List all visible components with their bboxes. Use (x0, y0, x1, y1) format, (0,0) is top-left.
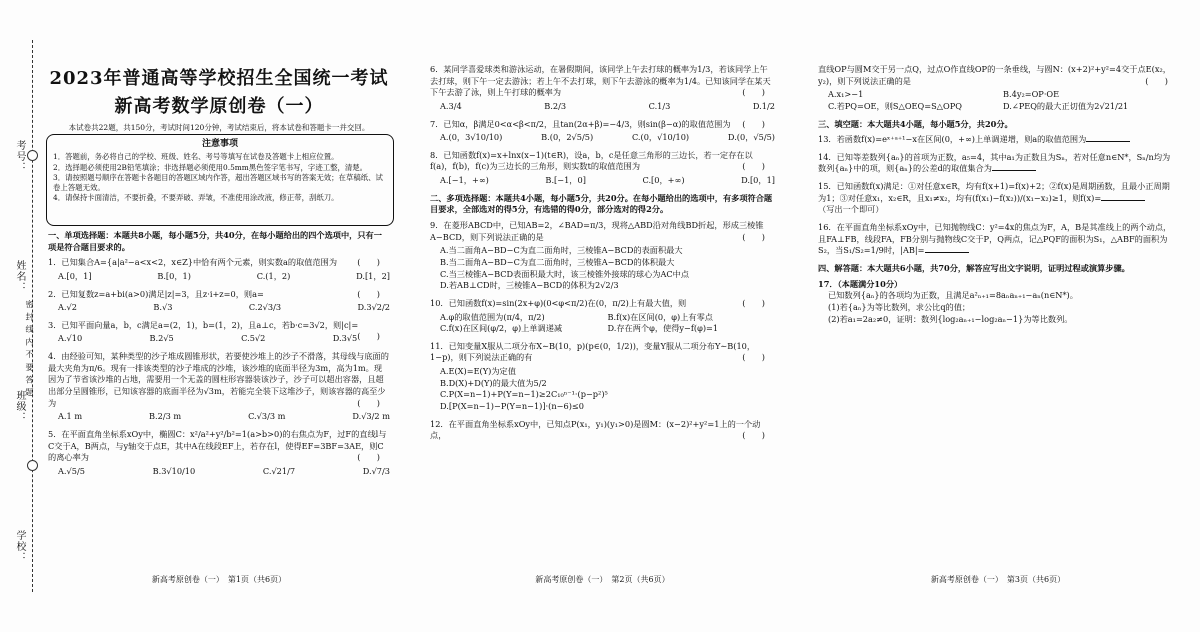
question-12-continued (818, 64, 1178, 113)
option: D.3√2/2 (357, 302, 390, 313)
question-options (430, 132, 775, 144)
question-options (430, 175, 775, 187)
question-stem: 9．在菱形ABCD中，已知AB=2，∠BAD=π/3，现将△ABD沿对角线BD折起，形成三棱锥A−BCD，则下列说法正确的是 (430, 220, 764, 242)
answer-bracket: ( ) (357, 452, 380, 463)
option: C.(0，√10/10) (631, 132, 690, 143)
answer-blank (1101, 200, 1145, 201)
option: C.1/3 (648, 100, 671, 111)
option: C.2√3/3 (248, 302, 282, 313)
question-17-line: (2)若a₁=2a₂≠0，证明：数列{log₂aₙ₊₁−log₂aₙ−1}为等比数列。 (828, 313, 1073, 324)
question-17-title: 17．（本题满分10分） (818, 278, 903, 289)
section2-title: 二、多项选择题：本题共4小题，每小题5分，共20分。在每小题给出的选项中，有多项符合题目要求，全部选对的得5分，有选错的得0分，部分选对的得2分。 (430, 192, 773, 215)
seal-circle (27, 460, 38, 471)
option: C.当三棱锥A−BCD表面积最大时，该三棱锥外接球的球心为AC中点 (440, 268, 690, 279)
question-stem: 4．由经验可知，某种类型的沙子堆成圆锥形状，若要使沙堆上的沙子不滑落，其母线与底面的最大夹角为π/6。现有一排该类型的沙子堆成的沙堆，该沙堆的底面半径为3m，高为1m。现因为了节省该沙堆的占地，需要用一个无盖的圆柱形容器装该沙子，沙子可以超出容器，且超出部分呈圆锥形，已知该容器的底面半径为√3m，若能完全装下这堆沙子，则该容器的高至少为 (48, 351, 389, 408)
question-stem: 14．已知等差数列{aₙ}的首项为正数，a₅=4，其中a₁为正数且为Sₙ，若对任意n∈N*，Sₙ/n均为数列{aₙ}中的项，则{aₙ}的公差d的取值集合为 (818, 151, 1171, 174)
question-item (48, 429, 390, 478)
notice-item: 2．选择题必须使用2B铅笔填涂；非选择题必须使用0.5mm黑色签字笔书写，字迹工整，清楚。 (53, 162, 368, 172)
option: C.若PQ=OE，则S△OEQ=S△OPQ (828, 100, 962, 111)
question-stem: 5．在平面直角坐标系xOy中，椭圆C：x²/a²+y²/b²=1(a>b>0)的右焦点为F，过F的直线l与C交于A，B两点，与y轴交于点E，其中A在线段EF上，若存在l，使得EF=3BF=3AE，则C的离心率为 (48, 428, 387, 463)
fill-question-14 (818, 152, 1178, 175)
question-stem: 直线OP与圆M交于另一点Q，过点O作直线OP的一条垂线，与圆N：(x+2)²+y²=4交于点E(x₂，y₂)，则下列说法正确的是 (818, 64, 1171, 86)
option: D.存在两个φ，使得y−f(φ)=1 (607, 323, 719, 334)
page-footer: 新高考原创卷（一） 第1页（共6页） (151, 575, 287, 584)
option: B.[0，1) (157, 270, 191, 281)
question-17-line: 已知数列{aₙ}的各项均为正数，且满足a²ₙ₊₁=8aₙaₙ₊₁−aₙ(n∈N*)。 (828, 290, 1078, 301)
answer-bracket: ( ) (742, 297, 765, 308)
question-stem: 2．已知复数z=a+bi(a>0)满足|z|=3，且z·i+z=0，则a= (48, 288, 264, 299)
page-footer: 新高考原创卷（一） 第3页（共6页） (930, 575, 1066, 584)
question-stem: 12．在平面直角坐标系xOy中，已知点P(x₁，y₁)(y₁>0)是圆M：(x−2)²+y²=1上的一个动点， (430, 418, 761, 441)
question-stem: 6．某同学喜爱球类和游泳运动，在暑假期间，该同学上午去打球的概率为1/3，若该同学上午去打球，则下午一定去游泳；若上午不去打球，则下午去游泳的概率为1/4。已知该同学在某天下午去游了泳，则上午打球的概率为 (430, 64, 771, 98)
question-options (48, 271, 390, 283)
question-item (430, 150, 775, 187)
option: A.x₁>−1 (828, 89, 864, 100)
question-item (48, 351, 390, 423)
option: A.[−1，+∞) (440, 175, 489, 186)
fill-note: （写出一个即可） (818, 204, 884, 215)
option: C.√21/7 (262, 465, 296, 476)
question-options (430, 245, 775, 292)
option: B.2/3 (544, 100, 567, 111)
question-options (48, 302, 390, 314)
answer-blank (925, 252, 969, 253)
page1-questions (48, 230, 390, 484)
question-stem: 10．已知函数f(x)=sin(2x+φ)(0<φ<π/2)在(0，π/2)上有最大值，则 (430, 297, 687, 308)
question-stem: 15．已知函数f(x)满足：①对任意x∈R，均有f(x+1)=f(x)+2；②f(x)是周期函数，且最小正周期为1；③对任意x₁，x₂∈R，且x₁≠x₂，均有(f(x₁)−f(x₂))/(x₁−x₂)≥1，则f(x)= (818, 181, 1170, 203)
option: B.(0，2√5/5) (541, 132, 594, 143)
option: D.[0，1] (741, 175, 775, 186)
question-options (48, 333, 357, 345)
question-item (430, 298, 775, 335)
option: B.3√10/10 (152, 465, 196, 476)
option: C.P(X=n−1)+P(Y=n−1)≥2C₁₀ⁿ⁻¹·(p−p²)⁵ (440, 389, 608, 400)
option: A.[0，1] (58, 270, 92, 281)
exam-title: 2023年普通高等学校招生全国统一考试 (49, 68, 389, 89)
option: A.√10 (58, 333, 83, 344)
question-stem: 13．若函数f(x)=eˣ⁺ᵃ⁺¹−x在区间(0，+∞)上单调递增，则a的取值范围为 (818, 134, 1087, 145)
question-stem: 7．已知α，β满足0<α<β<π/2，且tan(2α+β)=−4/3，则sin(β−α)的取值范围为 (430, 118, 731, 129)
option: A.3/4 (440, 100, 462, 111)
class-label: 班级： (14, 390, 25, 423)
answer-bracket: ( ) (357, 257, 380, 268)
question-stem: 1．已知集合A={a|a²−a<x<2，x∈Z}中恰有两个元素，则实数a的取值范围为 (48, 257, 338, 268)
page-footer: 新高考原创卷（一） 第2页（共6页） (535, 575, 670, 584)
question-stem: 8．已知函数f(x)=x+lnx(x−1)(t∈R)，设a，b，c是任意三角形的三边长，若一定存在以f(a)，f(b)，f(c)为三边长的三角形，则实数t的取值范围为 (430, 149, 753, 172)
option: B.当二面角A−BD−C为直二面角时，三棱锥A−BCD的体积最大 (440, 256, 675, 267)
option: B.√3 (153, 302, 173, 313)
question-item (48, 320, 390, 345)
question-options (430, 101, 775, 113)
option: B.2√5 (149, 333, 174, 344)
question-17-line: (1)若{aₙ}为等比数列，求公比q的值； (828, 301, 971, 312)
option: C.[0，+∞) (642, 175, 685, 186)
section4-title: 四、解答题：本大题共6小题，共70分，解答应写出文字说明，证明过程或演算步骤。 (818, 262, 1130, 273)
notice-item: 3．请按照题号顺序在答题卡各题目的答题区域内作答，超出答题区域书写的答案无效；在草稿纸、试卷上答题无效。 (53, 172, 383, 193)
page2-questions (430, 64, 775, 448)
option: B.f(x)在区间(0，φ)上有零点 (607, 311, 713, 322)
option: A.当二面角A−BD−C为直二面角时，三棱锥A−BCD的表面积最大 (440, 245, 683, 256)
question-stem: 3．已知平面向量a，b，c满足a=(2，1)，b=(1，2)，且a⊥c，若b·c=3√2，则|c|= (48, 319, 359, 330)
option: B.2/3 m (149, 411, 182, 422)
option: A.√5/5 (58, 465, 85, 476)
option: C.√3/3 m (248, 411, 286, 422)
option: D.3√5 (332, 333, 358, 344)
exam-subtitle: 新高考数学原创卷（一） (114, 96, 324, 117)
question-item (48, 257, 390, 282)
question-options (48, 411, 390, 423)
answer-blank (992, 170, 1036, 171)
option: A.√2 (58, 302, 77, 313)
option: A.(0，3√10/10) (440, 132, 503, 143)
answer-bracket: ( ) (357, 288, 380, 299)
page3-content (818, 64, 1178, 331)
answer-bracket: ( ) (742, 118, 765, 129)
answer-bracket: ( ) (742, 161, 765, 172)
notice-heading: 注意事项 (201, 139, 238, 149)
question-item (430, 419, 775, 442)
exam-info: 本试卷共22题，共150分，考试时间120分钟，考试结束后，将本试卷和答题卡一并交回。 (68, 123, 370, 132)
question-item (430, 341, 775, 413)
question-options (818, 89, 1178, 112)
question-item (430, 220, 775, 292)
name-label: 姓名： (14, 260, 25, 293)
option: D.∠PEQ的最大正切值为2√21/21 (1003, 100, 1129, 111)
option: C.f(x)在区间(φ/2，φ)上单调递减 (440, 323, 563, 334)
option: B.D(X)+D(Y)的最大值为5/2 (440, 377, 547, 388)
school-label: 学校： (14, 530, 25, 563)
option: C.5√2 (241, 333, 266, 344)
answer-bracket: ( ) (357, 331, 380, 342)
binding-strip (0, 0, 40, 632)
answer-bracket: ( ) (742, 231, 765, 242)
exam-number-label: 考号： (14, 140, 25, 173)
fill-question-16 (818, 222, 1178, 257)
fill-question-13 (818, 134, 1178, 146)
option: A.1 m (58, 411, 83, 422)
option: D.[P(X=n−1)−P(Y=n−1)]·(n−6)≤0 (440, 401, 584, 412)
notice-box (46, 134, 394, 226)
answer-bracket: ( ) (1145, 75, 1168, 86)
answer-bracket: ( ) (742, 430, 765, 441)
option: D.[1，2] (356, 270, 390, 281)
notice-item: 4．请保持卡面清洁，不要折叠，不要弄破、弄皱，不准使用涂改液，修正带，刮纸刀。 (53, 193, 339, 203)
question-stem: 16．在平面直角坐标系xOy中，已知抛物线C：y²=4x的焦点为F，A，B是其准线上的两个动点，且FA⊥FB，线段FA，FB分别与抛物线C交于P，Q两点，记△PQF的面积为S₁，△ABF的面积为S₂，当S₁/S₂=1/9时，|AB|= (818, 222, 1172, 256)
question-17 (818, 279, 1178, 326)
option: D.(0，√5/5) (727, 132, 775, 143)
option: C.(1，2) (256, 270, 291, 281)
section1-title: 一、单项选择题：本题共8小题，每小题5分，共40分，在每小题给出的四个选项中，只有一项是符合题目要求的。 (48, 230, 382, 252)
option: A.E(X)=E(Y)为定值 (440, 366, 516, 377)
question-stem: 11．已知变量X服从二项分布X∼B(10，p)(p∈(0，1/2))，变量Y服从二项分布Y∼B(10，1−p)，则下列说法正确的有 (430, 340, 756, 363)
option: D.√7/3 (362, 465, 390, 476)
question-item (48, 289, 390, 314)
question-options (48, 466, 390, 478)
option: B.[−1，0] (545, 175, 586, 186)
option: A.φ的取值范围为(π/4，π/2) (440, 311, 545, 322)
option: D.1/2 (752, 100, 775, 111)
question-options (430, 366, 775, 413)
section3-title: 三、填空题：本大题共4小题，每小题5分，共20分。 (818, 118, 1013, 129)
option: D.若AB⊥CD时，三棱锥A−BCD的体积为2√2/3 (440, 280, 619, 291)
seal-circle (27, 150, 38, 161)
answer-bracket: ( ) (742, 352, 765, 363)
option: D.√3/2 m (352, 411, 390, 422)
option: B.4y₂=OP·OE (1003, 89, 1060, 100)
answer-blank (1086, 141, 1130, 142)
notice-item: 1．答题前，务必将自己的学校、班级、姓名、考号等填写在试卷及答题卡上相应位置。 (53, 152, 339, 162)
answer-bracket: ( ) (742, 87, 765, 98)
fill-question-15 (818, 181, 1178, 216)
question-item (430, 64, 775, 113)
question-item (430, 119, 775, 144)
seal-note: 密 封 线 内 不 要 答 题 (25, 300, 34, 397)
answer-bracket: ( ) (357, 397, 380, 408)
question-options (430, 312, 775, 335)
